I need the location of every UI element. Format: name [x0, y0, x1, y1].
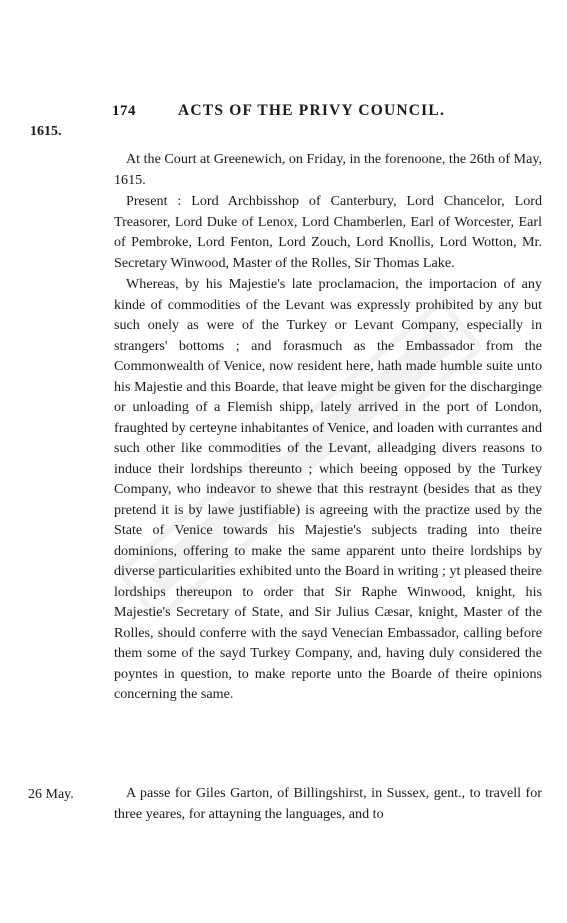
- passe-paragraph: A passe for Giles Garton, of Billingshirst, in Sussex, gent., to travell for three yeares, for attayning the languages, and to: [114, 785, 542, 822]
- present-paragraph: Present : Lord Archbisshop of Canterbury, Lord Chancelor, Lord Treasorer, Lord Duke of Lenox, Lord Chamberlen, Earl of Worcester, Earl of Pembroke, Lord Fenton, Lord Zouch, Lord Knollis, Lord Wotton, Mr. Secretary Winwood, Master of the Rolles, Sir Thomas Lake.: [114, 193, 542, 271]
- page-number: 174: [112, 103, 136, 119]
- margin-year: 1615.: [30, 124, 62, 139]
- meeting-heading: At the Court at Greenewich, on Friday, in the forenoone, the 26th of May, 1615.: [114, 151, 542, 188]
- order-paragraph: Whereas, by his Majestie's late proclamacion, the importacion of any kinde of commodities of the Levant was expressly prohibited by any but such onely as were of the Turkey or Levant Company, especially in strangers' bottoms ; and forasmuch as the Embassador from the Commonwealth of Venice, now resident here, hath made humble suite unto his Majestie and this Boarde, that leave might be given for the discharginge or unloading of a Flemish shipp, lately arrived in the port of London, fraughted by certeyne inhabitantes of Venice, and loaden with currantes and such other like commodities of the Levant, alleadging divers reasons to induce their lordships thereunto ; which beeing opposed by the Turkey Company, who indeavor to shewe that this restraynt (besides that as they pretend it is by lawe justifiable) is agreeing with the practize used by the State of Venice towards his Majestie's subjects trading into theire dominions, offering to make the same apparent unto theire lordships by diverse particularities exhibited unto the Board in writing ; yt pleased theire lordships thereupon to order that Sir Raphe Winwood, knight, his Majestie's Secretary of State, and Sir Julius Cæsar, knight, Master of the Rolles, should conferre with the sayd Venecian Embassador, calling before them some of the sayd Turkey Company, and, having duly considered the poyntes in question, to make reporte unto the Boarde of theire opinions concerning the same.: [114, 276, 542, 702]
- running-head-title: ACTS OF THE PRIVY COUNCIL.: [178, 102, 446, 119]
- margin-date: 26 May.: [28, 787, 74, 802]
